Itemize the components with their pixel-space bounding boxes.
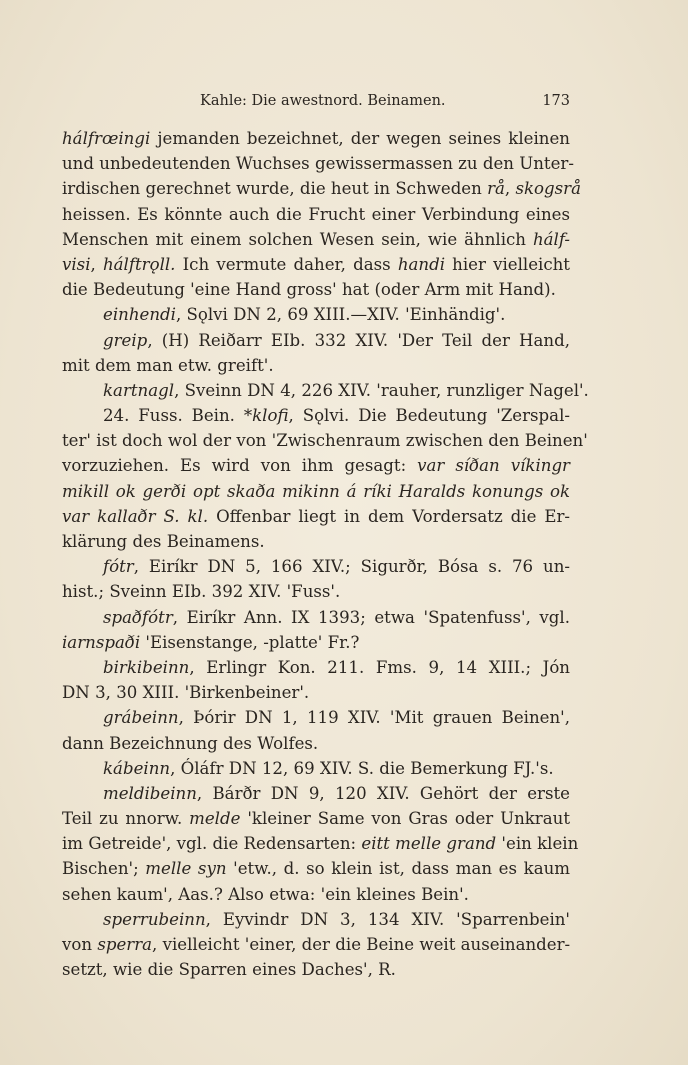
italic-term: iarnspaði: [62, 632, 141, 652]
text-line: [62, 453, 570, 478]
text-segment: , (H) Reiðarr EIb. 332 XIV. 'Der Teil der Hand,: [147, 330, 570, 350]
text-line: [62, 731, 570, 756]
text-line: [62, 479, 570, 504]
text-line: [62, 353, 570, 378]
italic-term: meldibeinn: [103, 783, 197, 803]
text-segment: Bischen';: [62, 859, 146, 879]
italic-term: var síðan víkingr: [417, 456, 570, 476]
text-segment: ,: [90, 254, 103, 274]
text-line: [62, 504, 570, 529]
running-title: Kahle: Die awestnord. Beinamen.: [200, 93, 446, 109]
text-segment: klärung des Beinamens.: [62, 532, 265, 551]
text-line: [62, 806, 570, 831]
text-segment: jemanden bezeichnet, der wegen seines kleinen: [150, 129, 570, 148]
text-segment: , Eyvindr DN 3, 134 XIV. 'Sparrenbein': [205, 909, 570, 929]
text-line: [62, 705, 570, 730]
text-segment: , Sveinn DN 4, 226 XIV. 'rauher, runzliger Nagel'.: [174, 380, 589, 400]
text-segment: setzt, wie die Sparren eines Daches', R.: [62, 960, 396, 980]
text-line: [62, 554, 570, 579]
text-segment: im Getreide', vgl. die Redensarten:: [62, 834, 362, 854]
text-line: [62, 882, 570, 907]
italic-term: hálfrœingi: [62, 129, 151, 148]
italic-term: sperrubeinn: [103, 909, 206, 929]
page-header: [62, 93, 570, 113]
text-line: [62, 957, 570, 982]
text-segment: , Eiríkr Ann. IX 1393; etwa 'Spatenfuss', vgl.: [172, 607, 570, 627]
text-line: [62, 227, 570, 252]
text-line: [62, 428, 588, 453]
text-line: [62, 328, 570, 353]
text-segment: 'Eisenstange, -platte' Fr.?: [140, 632, 360, 652]
text-segment: 'kleiner Same von Gras oder Unkraut: [240, 809, 570, 829]
text-line: [62, 126, 570, 151]
italic-term: mikill ok gerði opt skaða mikinn á ríki Haralds konungs ok: [62, 481, 570, 501]
text-line: [62, 680, 570, 705]
text-line: [62, 630, 570, 655]
text-line: [62, 579, 570, 604]
text-line: [62, 252, 570, 277]
text-segment: Offenbar liegt in dem Vordersatz die Er-: [208, 506, 570, 526]
italic-term: sperra: [97, 935, 153, 954]
text-segment: mit dem man etw. greift'.: [62, 355, 274, 375]
text-line: [62, 932, 570, 957]
italic-term: grábeinn: [103, 708, 179, 728]
text-segment: heissen. Es könnte auch die Frucht einer Verbindung eines: [62, 204, 570, 224]
text-line: [62, 907, 570, 932]
text-segment: , Óláfr DN 12, 69 XIV. S. die Bemerkung FJ.'s.: [170, 758, 554, 778]
text-segment: Ich vermute daher, dass: [175, 254, 398, 274]
text-line: [62, 277, 570, 302]
text-segment: irdischen gerechnet wurde, die heut in Schweden: [62, 179, 488, 199]
text-segment: Menschen mit einem solchen Wesen sein, wie ähnlich: [62, 229, 533, 249]
italic-term: *klofi: [243, 406, 289, 426]
text-segment: 24. Fuss. Bein.: [103, 406, 244, 426]
text-segment: und unbedeutenden Wuchses gewissermassen zu den Unter-: [62, 154, 574, 174]
italic-term: fótr: [103, 557, 134, 577]
text-segment: vorzuziehen. Es wird von ihm gesagt:: [62, 456, 418, 476]
italic-term: hálftrǫll.: [102, 254, 176, 274]
italic-term: kábeinn: [103, 758, 171, 778]
italic-term: greip: [103, 330, 148, 350]
italic-term: spaðfótr: [103, 607, 173, 627]
italic-term: melle syn: [145, 859, 227, 879]
italic-term: visi: [62, 254, 91, 274]
body-text: [62, 126, 589, 982]
text-line: [62, 378, 589, 403]
text-segment: , Eiríkr DN 5, 166 XIV.; Sigurðr, Bósa s. 76 un-: [133, 557, 570, 577]
text-segment: , Bárðr DN 9, 120 XIV. Gehört der erste: [196, 783, 570, 803]
text-segment: , Sǫlvi. Die Bedeutung 'Zerspal-: [288, 406, 570, 426]
text-line: [62, 176, 582, 201]
text-line: [62, 403, 570, 428]
text-segment: DN 3, 30 XIII. 'Birkenbeiner'.: [62, 683, 310, 703]
text-segment: hier vielleicht: [445, 254, 570, 274]
italic-term: rå: [487, 179, 505, 199]
text-segment: , Sǫlvi DN 2, 69 XIII.—XIV. 'Einhändig'.: [175, 305, 506, 325]
text-line: [62, 529, 570, 554]
text-line: [62, 151, 574, 176]
text-line: [62, 831, 579, 856]
text-line: [62, 655, 570, 680]
text-segment: dann Bezeichnung des Wolfes.: [62, 733, 319, 753]
italic-term: hálf-: [532, 229, 570, 249]
text-segment: die Bedeutung 'eine Hand gross' hat (oder Arm mit Hand).: [62, 280, 556, 300]
italic-term: kartnagl: [103, 380, 175, 400]
text-segment: , vielleicht 'einer, der die Beine weit auseinander-: [152, 935, 571, 954]
text-line: [62, 302, 570, 327]
text-segment: Teil zu nnorw.: [62, 809, 190, 829]
italic-term: birkibeinn: [103, 657, 190, 677]
text-segment: von: [62, 935, 98, 954]
text-line: [62, 781, 570, 806]
text-segment: 'etw., d. so klein ist, dass man es kaum: [226, 859, 571, 879]
text-segment: , Erlingr Kon. 211. Fms. 9, 14 XIII.; Jón: [189, 657, 570, 677]
text-segment: hist.; Sveinn EIb. 392 XIV. 'Fuss'.: [62, 582, 341, 602]
text-segment: , Þórir DN 1, 119 XIV. 'Mit grauen Beinen',: [178, 708, 570, 728]
italic-term: var kallaðr S. kl.: [62, 506, 209, 526]
italic-term: handi: [397, 254, 446, 274]
text-segment: ter' ist doch wol der von 'Zwischenraum zwischen den Beinen': [62, 431, 588, 451]
italic-term: skogsrå: [515, 179, 582, 199]
italic-term: einhendi: [103, 305, 176, 325]
text-line: [62, 756, 570, 781]
text-segment: sehen kaum', Aas.? Also etwa: 'ein kleines Bein'.: [62, 884, 469, 904]
page-number: 173: [542, 93, 570, 109]
text-line: [62, 202, 570, 227]
text-segment: ,: [504, 179, 516, 199]
text-segment: 'ein klein: [496, 834, 579, 854]
italic-term: melde: [189, 809, 241, 829]
text-line: [62, 605, 570, 630]
italic-term: eitt melle grand: [361, 834, 497, 854]
text-line: [62, 856, 570, 881]
